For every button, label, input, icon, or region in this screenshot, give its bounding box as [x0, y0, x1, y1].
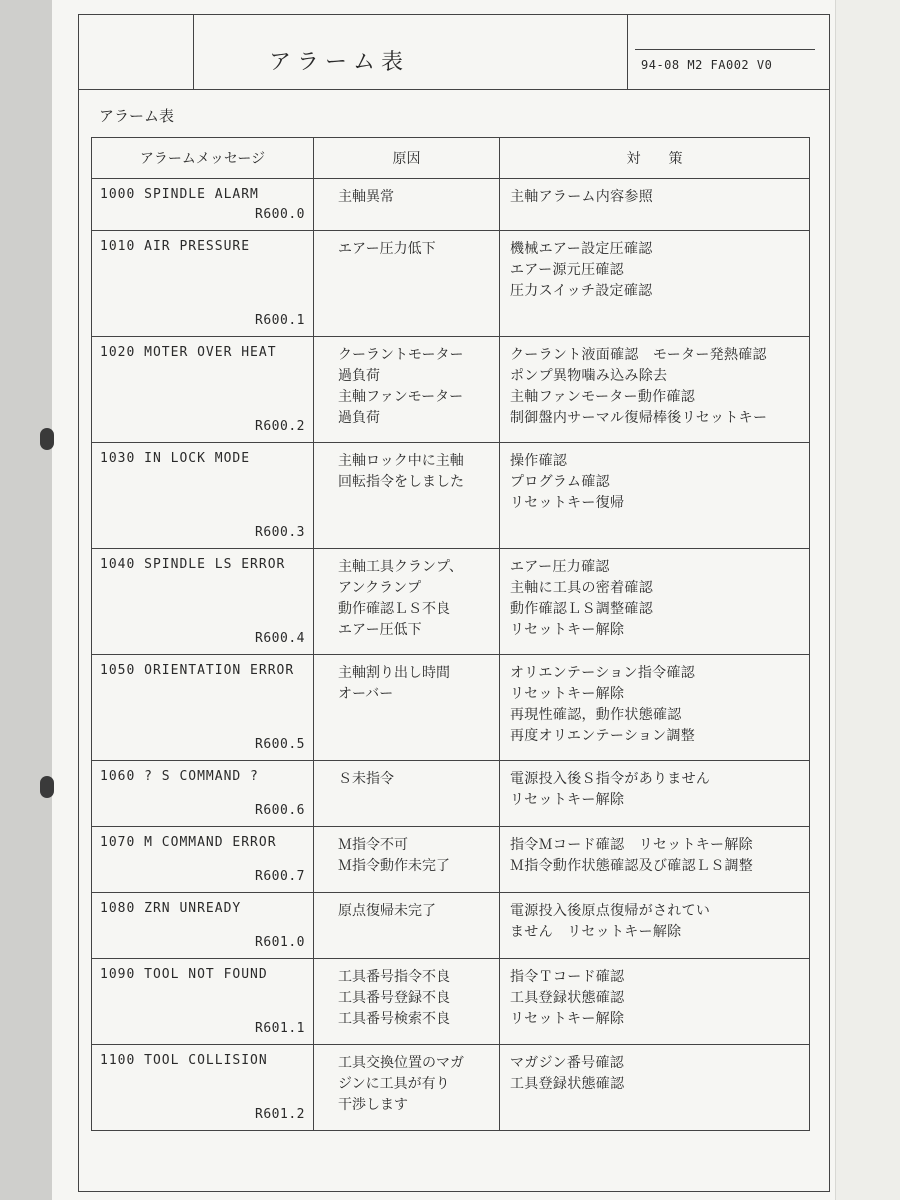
alarm-register: R600.2	[255, 419, 305, 434]
action-line: 再度オリエンテーション調整	[510, 728, 696, 744]
action-line: 指令Ｔコード確認	[510, 969, 625, 985]
table-row	[92, 443, 810, 549]
alarm-cause-cell	[314, 827, 500, 893]
table-header-row	[92, 138, 810, 179]
alarm-message-cell	[92, 231, 314, 337]
alarm-cause-cell	[314, 1045, 500, 1131]
action-line: 工具登録状態確認	[510, 990, 625, 1006]
column-header-message: アラームメッセージ	[92, 138, 314, 179]
table-row	[92, 231, 810, 337]
alarm-table-body	[92, 179, 810, 1131]
header-divider-left	[193, 15, 194, 89]
alarm-cause-cell	[314, 179, 500, 231]
cause-line: 過負荷	[338, 410, 380, 426]
action-line: 圧力スイッチ設定確認	[510, 283, 653, 299]
alarm-table	[91, 137, 810, 1131]
alarm-register: R600.1	[255, 313, 305, 328]
cause-line: オーバー	[338, 686, 394, 702]
cause-line: エアー圧低下	[338, 622, 422, 638]
cause-line: 主軸ロック中に主軸	[338, 453, 464, 469]
action-line: 主軸ファンモーター動作確認	[510, 389, 696, 405]
cause-line: クーラントモーター	[338, 347, 464, 363]
alarm-action-cell	[500, 231, 810, 337]
action-line: 指令Ｍコード確認 リセットキー解除	[510, 837, 753, 853]
document-code: 94-08 M2 FA002 V0	[641, 58, 773, 72]
table-row	[92, 337, 810, 443]
section-title: アラーム表	[99, 107, 175, 125]
table-row	[92, 827, 810, 893]
alarm-code: 1070 M COMMAND ERROR	[100, 835, 277, 850]
cause-line: ジンに工具が有り	[338, 1076, 450, 1092]
alarm-code: 1090 TOOL NOT FOUND	[100, 967, 268, 982]
alarm-code: 1020 MOTER OVER HEAT	[100, 345, 277, 360]
binder-hole-top	[40, 428, 54, 450]
cause-line: アンクランプ	[338, 580, 422, 596]
alarm-action-cell	[500, 827, 810, 893]
action-line: 電源投入後原点復帰がされてい	[510, 903, 711, 919]
alarm-action-cell	[500, 655, 810, 761]
table-row	[92, 179, 810, 231]
action-line: ポンプ異物噛み込み除去	[510, 368, 668, 384]
cause-line: 原点復帰未完了	[338, 903, 436, 919]
action-line: リセットキー解除	[510, 792, 625, 808]
column-header-action: 対 策	[500, 138, 810, 179]
cause-line: 回転指令をしました	[338, 474, 464, 490]
action-line: 主軸に工具の密着確認	[510, 580, 653, 596]
action-line: クーラント液面確認 モーター発熱確認	[510, 347, 767, 363]
cause-line: 工具交換位置のマガ	[338, 1055, 464, 1071]
cause-line: Ｍ指令不可	[338, 837, 408, 853]
alarm-message-cell	[92, 893, 314, 959]
alarm-action-cell	[500, 893, 810, 959]
alarm-cause-cell	[314, 655, 500, 761]
action-line: 再現性確認，動作状態確認	[510, 707, 682, 723]
action-line: 機械エアー設定圧確認	[510, 241, 653, 257]
action-line: オリエンテーション指令確認	[510, 665, 696, 681]
document-header	[79, 15, 829, 90]
cause-line: Ｓ未指令	[338, 771, 394, 787]
binder-hole-bottom	[40, 776, 54, 798]
cause-line: エアー圧力低下	[338, 241, 436, 257]
cause-line: 工具番号指令不良	[338, 969, 450, 985]
alarm-message-cell	[92, 655, 314, 761]
action-line: 工具登録状態確認	[510, 1076, 625, 1092]
alarm-register: R600.3	[255, 525, 305, 540]
cause-line: Ｍ指令動作未完了	[338, 858, 450, 874]
action-line: 制御盤内サーマル復帰棒後リセットキー	[510, 410, 768, 426]
alarm-register: R601.2	[255, 1107, 305, 1122]
action-line: 操作確認	[510, 453, 568, 469]
action-line: 主軸アラーム内容参照	[510, 189, 653, 205]
header-divider-right	[627, 15, 628, 89]
action-line: リセットキー解除	[510, 622, 625, 638]
alarm-register: R601.0	[255, 935, 305, 950]
alarm-cause-cell	[314, 761, 500, 827]
action-line: エアー源元圧確認	[510, 262, 624, 278]
alarm-action-cell	[500, 549, 810, 655]
alarm-register: R600.5	[255, 737, 305, 752]
column-header-cause: 原因	[314, 138, 500, 179]
alarm-register: R601.1	[255, 1021, 305, 1036]
table-row	[92, 1045, 810, 1131]
alarm-action-cell	[500, 959, 810, 1045]
document-code-box	[635, 49, 815, 80]
alarm-code: 1100 TOOL COLLISION	[100, 1053, 268, 1068]
table-row	[92, 893, 810, 959]
table-row	[92, 959, 810, 1045]
alarm-code: 1010 AIR PRESSURE	[100, 239, 251, 254]
action-line: リセットキー復帰	[510, 495, 625, 511]
action-line: リセットキー解除	[510, 1011, 625, 1027]
alarm-action-cell	[500, 1045, 810, 1131]
cause-line: 工具番号検索不良	[338, 1011, 450, 1027]
alarm-action-cell	[500, 179, 810, 231]
document-title: アラーム表	[269, 50, 410, 75]
alarm-message-cell	[92, 827, 314, 893]
alarm-code: 1060 ? S COMMAND ?	[100, 769, 259, 784]
cause-line: 主軸異常	[338, 189, 394, 205]
alarm-message-cell	[92, 959, 314, 1045]
document-frame	[78, 14, 830, 1192]
alarm-message-cell	[92, 337, 314, 443]
action-line: マガジン番号確認	[510, 1055, 625, 1071]
alarm-code: 1080 ZRN UNREADY	[100, 901, 242, 916]
alarm-code: 1040 SPINDLE LS ERROR	[100, 557, 286, 572]
alarm-message-cell	[92, 443, 314, 549]
alarm-cause-cell	[314, 549, 500, 655]
alarm-cause-cell	[314, 959, 500, 1045]
cause-line: 過負荷	[338, 368, 380, 384]
alarm-cause-cell	[314, 893, 500, 959]
table-row	[92, 549, 810, 655]
cause-line: 主軸工具クランプ、	[338, 559, 463, 575]
alarm-message-cell	[92, 761, 314, 827]
alarm-cause-cell	[314, 443, 500, 549]
alarm-message-cell	[92, 179, 314, 231]
table-row	[92, 655, 810, 761]
cause-line: 工具番号登録不良	[338, 990, 450, 1006]
alarm-register: R600.6	[255, 803, 305, 818]
next-page-edge	[835, 0, 900, 1200]
alarm-action-cell	[500, 337, 810, 443]
alarm-code: 1030 IN LOCK MODE	[100, 451, 251, 466]
action-line: リセットキー解除	[510, 686, 625, 702]
action-line: エアー圧力確認	[510, 559, 610, 575]
action-line: Ｍ指令動作状態確認及び確認ＬＳ調整	[510, 858, 754, 874]
cause-line: 動作確認ＬＳ不良	[338, 601, 450, 617]
action-line: 動作確認ＬＳ調整確認	[510, 601, 653, 617]
action-line: プログラム確認	[510, 474, 610, 490]
alarm-cause-cell	[314, 231, 500, 337]
alarm-action-cell	[500, 443, 810, 549]
alarm-code: 1050 ORIENTATION ERROR	[100, 663, 295, 678]
alarm-message-cell	[92, 549, 314, 655]
alarm-register: R600.7	[255, 869, 305, 884]
alarm-code: 1000 SPINDLE ALARM	[100, 187, 259, 202]
alarm-register: R600.0	[255, 207, 305, 222]
alarm-message-cell	[92, 1045, 314, 1131]
alarm-action-cell	[500, 761, 810, 827]
alarm-cause-cell	[314, 337, 500, 443]
action-line: 電源投入後Ｓ指令がありません	[510, 771, 711, 787]
alarm-register: R600.4	[255, 631, 305, 646]
cause-line: 干渉します	[338, 1097, 408, 1113]
cause-line: 主軸ファンモーター	[338, 389, 464, 405]
table-row	[92, 761, 810, 827]
action-line: ません リセットキー解除	[510, 924, 682, 940]
cause-line: 主軸割り出し時間	[338, 665, 450, 681]
